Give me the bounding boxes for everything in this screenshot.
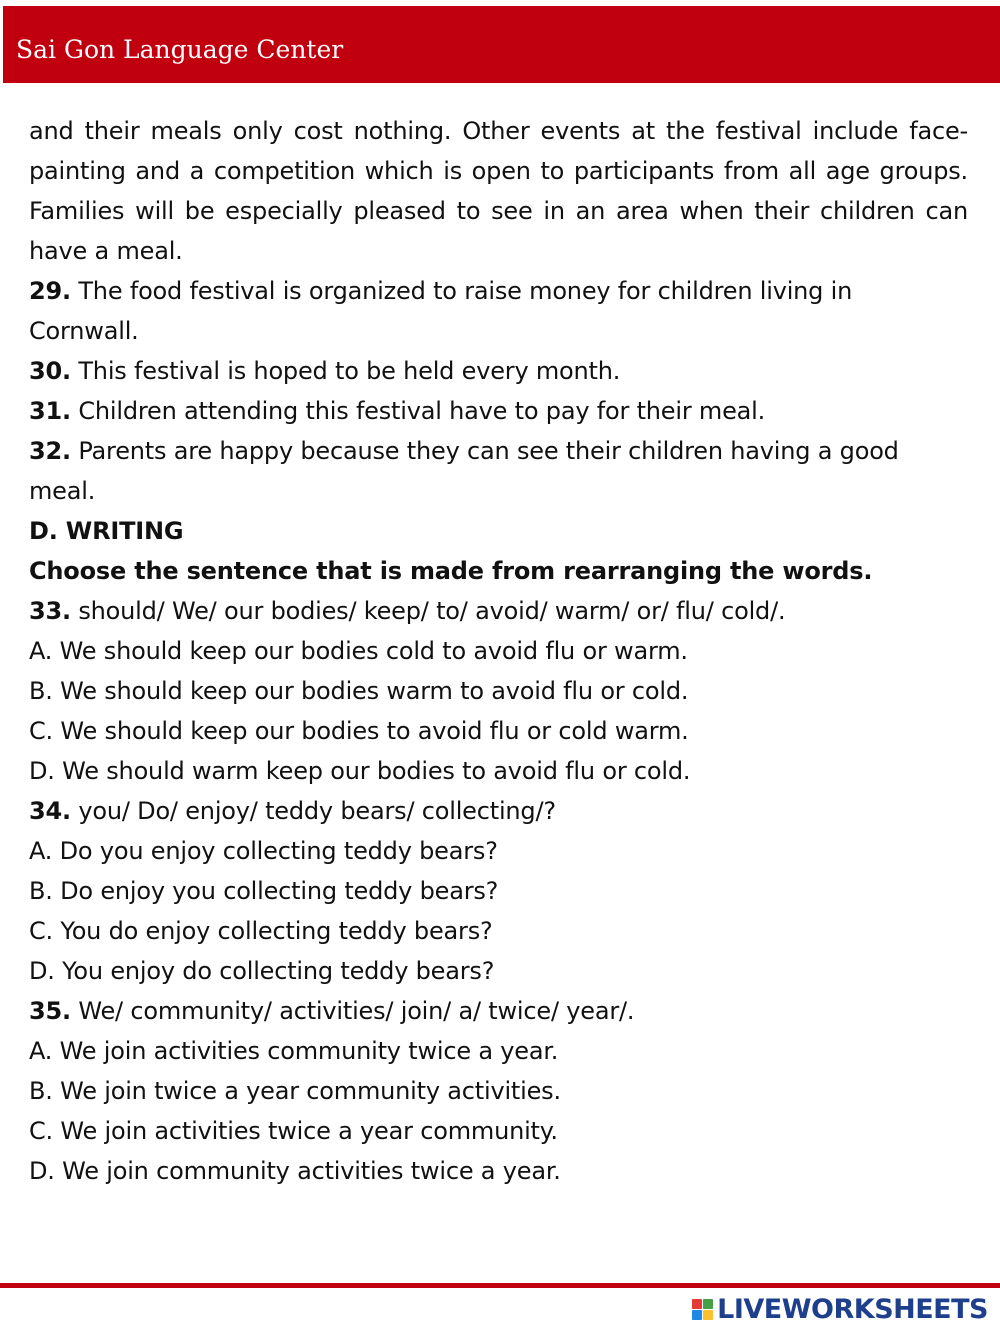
section-instruction: Choose the sentence that is made from rearranging the words. <box>29 557 873 585</box>
question-number: 35. <box>29 997 71 1025</box>
statement-text: This festival is hoped to be held every month. <box>70 357 621 385</box>
statement-text: The food festival is organized to raise money for children living in Cornwall. <box>29 277 853 345</box>
question-33 <box>29 591 968 631</box>
question-prompt: We/ community/ activities/ join/ a/ twice/ year/. <box>70 997 635 1025</box>
question-number: 33. <box>29 597 71 625</box>
liveworksheets-logo-icon <box>692 1299 713 1320</box>
option-35-a[interactable]: A. We join activities community twice a year. <box>29 1037 559 1065</box>
question-prompt: you/ Do/ enjoy/ teddy bears/ collecting/? <box>70 797 556 825</box>
header-bar <box>3 6 1000 83</box>
header-title: Sai Gon Language Center <box>16 35 344 64</box>
section-heading: D. WRITING <box>29 517 184 545</box>
option-33-b[interactable]: B. We should keep our bodies warm to avoid flu or cold. <box>29 677 689 705</box>
question-35 <box>29 991 968 1031</box>
brand-text: LIVEWORKSHEETS <box>717 1293 988 1325</box>
option-34-d[interactable]: D. You enjoy do collecting teddy bears? <box>29 957 495 985</box>
question-34 <box>29 791 968 831</box>
option-35-c[interactable]: C. We join activities twice a year community. <box>29 1117 558 1145</box>
option-33-a[interactable]: A. We should keep our bodies cold to avoid flu or warm. <box>29 637 688 665</box>
passage-text: and their meals only cost nothing. Other events at the festival include face-painting and a competition which is open to participants from all age groups. Families will be especially pleased to see in an area when their children can have a meal. <box>29 117 968 265</box>
statement-31 <box>29 391 968 431</box>
statement-30 <box>29 351 968 391</box>
statement-32 <box>29 431 968 511</box>
statement-text: Parents are happy because they can see their children having a good meal. <box>29 437 899 505</box>
question-number: 34. <box>29 797 71 825</box>
footer-rule <box>0 1283 1000 1288</box>
liveworksheets-brand[interactable] <box>692 1292 988 1326</box>
option-35-d[interactable]: D. We join community activities twice a year. <box>29 1157 561 1185</box>
option-33-d[interactable]: D. We should warm keep our bodies to avoid flu or cold. <box>29 757 691 785</box>
option-34-c[interactable]: C. You do enjoy collecting teddy bears? <box>29 917 493 945</box>
question-prompt: should/ We/ our bodies/ keep/ to/ avoid/ warm/ or/ flu/ cold/. <box>70 597 786 625</box>
option-34-b[interactable]: B. Do enjoy you collecting teddy bears? <box>29 877 499 905</box>
statement-number: 29. <box>29 277 71 305</box>
option-35-b[interactable]: B. We join twice a year community activities. <box>29 1077 561 1105</box>
option-34-a[interactable]: A. Do you enjoy collecting teddy bears? <box>29 837 498 865</box>
statement-number: 30. <box>29 357 71 385</box>
statement-text: Children attending this festival have to pay for their meal. <box>70 397 766 425</box>
statement-number: 31. <box>29 397 71 425</box>
statement-number: 32. <box>29 437 71 465</box>
worksheet-content <box>29 111 968 1191</box>
option-33-c[interactable]: C. We should keep our bodies to avoid flu or cold warm. <box>29 717 689 745</box>
statement-29 <box>29 271 968 351</box>
